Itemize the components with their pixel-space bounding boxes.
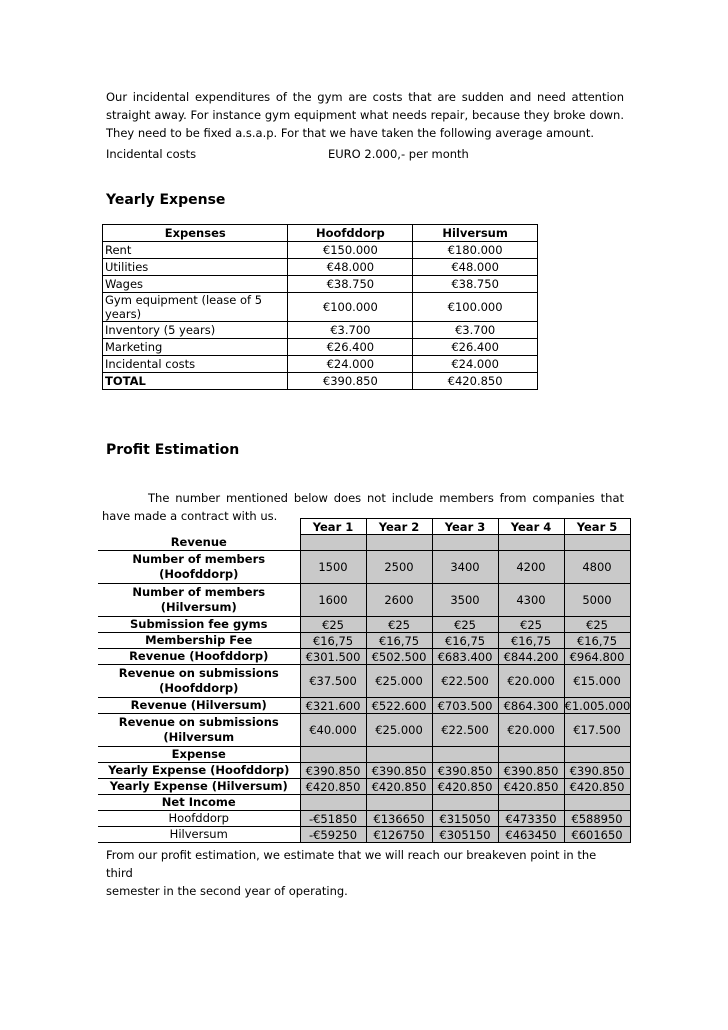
profit-row-label: Yearly Expense (Hilversum) — [98, 779, 300, 795]
profit-estimation-table — [98, 518, 631, 843]
profit-cell-year-4: €463450 — [498, 827, 564, 843]
profit-row — [98, 584, 630, 617]
profit-header-row — [98, 519, 630, 535]
intro-line-2: away. For instance gym equipment what needs repair, because they broke down. They need to — [106, 108, 624, 140]
profit-cell-year-2: €25.000 — [366, 665, 432, 698]
profit-row — [98, 535, 630, 551]
profit-cell-year-2: €25 — [366, 617, 432, 633]
profit-cell-year-3 — [432, 795, 498, 811]
profit-cell-year-2: €390.850 — [366, 763, 432, 779]
profit-row-label: Expense — [98, 747, 300, 763]
profit-cell-year-4: €25 — [498, 617, 564, 633]
profit-cell-year-2 — [366, 747, 432, 763]
profit-cell-year-1 — [300, 747, 366, 763]
profit-row — [98, 763, 630, 779]
profit-cell-year-4: €420.850 — [498, 779, 564, 795]
profit-cell-year-5: €964.800 — [564, 649, 630, 665]
profit-cell-year-3: €22.500 — [432, 714, 498, 747]
profit-cell-year-2: 2500 — [366, 551, 432, 584]
profit-cell-year-1: €40.000 — [300, 714, 366, 747]
yearly-cell-hilversum: €26.400 — [413, 339, 538, 356]
profit-header-year-5: Year 5 — [564, 519, 630, 535]
profit-header-year-3: Year 3 — [432, 519, 498, 535]
profit-cell-year-5: €17.500 — [564, 714, 630, 747]
profit-row-label: Yearly Expense (Hoofddorp) — [98, 763, 300, 779]
yearly-row — [103, 339, 538, 356]
yearly-cell-label: TOTAL — [103, 373, 288, 390]
profit-cell-year-2 — [366, 795, 432, 811]
incidental-value: EURO 2.000,- per month — [328, 147, 469, 161]
conclusion-line-1: From our profit estimation, we estimate that we will reach our breakeven point in the third — [106, 848, 597, 880]
profit-cell-year-4: €864.300 — [498, 698, 564, 714]
yearly-cell-hilversum: €180.000 — [413, 242, 538, 259]
profit-cell-year-5: €16,75 — [564, 633, 630, 649]
intro-line-1: Our incidental expenditures of the gym are costs that are sudden and need attention straight — [106, 90, 624, 122]
incidental-label: Incidental costs — [106, 147, 197, 161]
profit-cell-year-1: €16,75 — [300, 633, 366, 649]
yearly-cell-label: Wages — [103, 276, 288, 293]
profit-cell-year-2 — [366, 535, 432, 551]
yearly-header-row — [103, 225, 538, 242]
profit-cell-year-2: €25.000 — [366, 714, 432, 747]
yearly-expense-table — [102, 224, 538, 390]
profit-cell-year-4: 4300 — [498, 584, 564, 617]
profit-row — [98, 698, 630, 714]
yearly-cell-label: Marketing — [103, 339, 288, 356]
yearly-cell-hoofddorp: €38.750 — [288, 276, 413, 293]
profit-cell-year-3: €22.500 — [432, 665, 498, 698]
profit-cell-year-3: 3500 — [432, 584, 498, 617]
profit-row — [98, 633, 630, 649]
profit-cell-year-1: €390.850 — [300, 763, 366, 779]
profit-cell-year-2: €522.600 — [366, 698, 432, 714]
profit-row-label: Revenue (Hoofddorp) — [98, 649, 300, 665]
profit-cell-year-1: -€51850 — [300, 811, 366, 827]
profit-cell-year-5 — [564, 747, 630, 763]
profit-header-year-4: Year 4 — [498, 519, 564, 535]
profit-cell-year-1: €301.500 — [300, 649, 366, 665]
profit-cell-year-3 — [432, 535, 498, 551]
profit-row — [98, 617, 630, 633]
conclusion-line-2: semester in the second year of operating. — [106, 884, 348, 898]
profit-cell-year-2: €502.500 — [366, 649, 432, 665]
profit-cell-year-4 — [498, 795, 564, 811]
profit-row-label: Membership Fee — [98, 633, 300, 649]
profit-cell-year-5: 4800 — [564, 551, 630, 584]
profit-cell-year-1: €321.600 — [300, 698, 366, 714]
profit-cell-year-1: 1500 — [300, 551, 366, 584]
profit-header-blank — [98, 519, 300, 535]
yearly-row — [103, 259, 538, 276]
profit-cell-year-3 — [432, 747, 498, 763]
profit-row-label: Hoofddorp — [98, 811, 300, 827]
yearly-cell-hilversum: €420.850 — [413, 373, 538, 390]
yearly-cell-hoofddorp: €100.000 — [288, 293, 413, 322]
profit-cell-year-1: -€59250 — [300, 827, 366, 843]
profit-cell-year-5: €420.850 — [564, 779, 630, 795]
profit-cell-year-3: €25 — [432, 617, 498, 633]
profit-row-label: Revenue (Hilversum) — [98, 698, 300, 714]
yearly-header-expenses: Expenses — [103, 225, 288, 242]
profit-cell-year-3: €390.850 — [432, 763, 498, 779]
profit-cell-year-3: €683.400 — [432, 649, 498, 665]
intro-line-3: be fixed a.s.a.p. For that we have taken the following average amount. — [185, 126, 594, 140]
profit-cell-year-3: 3400 — [432, 551, 498, 584]
yearly-cell-hilversum: €38.750 — [413, 276, 538, 293]
profit-cell-year-4 — [498, 747, 564, 763]
profit-cell-year-5: €390.850 — [564, 763, 630, 779]
profit-cell-year-3: €305150 — [432, 827, 498, 843]
yearly-row — [103, 276, 538, 293]
profit-row-label: Net Income — [98, 795, 300, 811]
profit-row-label: Revenue on submissions (Hilversum — [98, 714, 300, 747]
profit-row — [98, 811, 630, 827]
yearly-cell-hoofddorp: €48.000 — [288, 259, 413, 276]
profit-cell-year-4: €20.000 — [498, 665, 564, 698]
yearly-cell-label: Inventory (5 years) — [103, 322, 288, 339]
yearly-cell-hoofddorp: €3.700 — [288, 322, 413, 339]
yearly-cell-hilversum: €24.000 — [413, 356, 538, 373]
incidental-costs-line — [106, 147, 469, 161]
intro-paragraph — [106, 88, 624, 142]
profit-cell-year-4: €20.000 — [498, 714, 564, 747]
profit-header-year-1: Year 1 — [300, 519, 366, 535]
profit-note-line-2: made a contract with us. — [133, 509, 278, 523]
profit-cell-year-5: €25 — [564, 617, 630, 633]
profit-cell-year-5: €601650 — [564, 827, 630, 843]
profit-cell-year-2: €126750 — [366, 827, 432, 843]
profit-row — [98, 649, 630, 665]
profit-row-label: Number of members (Hoofddorp) — [98, 551, 300, 584]
profit-cell-year-1: 1600 — [300, 584, 366, 617]
yearly-cell-label: Gym equipment (lease of 5 years) — [103, 293, 288, 322]
profit-cell-year-5: €588950 — [564, 811, 630, 827]
conclusion-paragraph — [106, 846, 626, 900]
profit-cell-year-3: €315050 — [432, 811, 498, 827]
profit-cell-year-4: 4200 — [498, 551, 564, 584]
profit-cell-year-4: €473350 — [498, 811, 564, 827]
yearly-cell-hoofddorp: €26.400 — [288, 339, 413, 356]
yearly-row — [103, 242, 538, 259]
yearly-row — [103, 356, 538, 373]
yearly-header-hoofddorp: Hoofddorp — [288, 225, 413, 242]
profit-cell-year-5 — [564, 795, 630, 811]
profit-cell-year-2: 2600 — [366, 584, 432, 617]
profit-cell-year-5: 5000 — [564, 584, 630, 617]
profit-cell-year-5 — [564, 535, 630, 551]
profit-cell-year-1 — [300, 795, 366, 811]
yearly-row — [103, 322, 538, 339]
profit-row-label: Number of members (Hilversum) — [98, 584, 300, 617]
profit-cell-year-3: €703.500 — [432, 698, 498, 714]
yearly-cell-label: Rent — [103, 242, 288, 259]
profit-cell-year-4 — [498, 535, 564, 551]
profit-cell-year-1: €37.500 — [300, 665, 366, 698]
profit-row-label: Revenue on submissions (Hoofddorp) — [98, 665, 300, 698]
profit-row — [98, 795, 630, 811]
profit-cell-year-3: €420.850 — [432, 779, 498, 795]
yearly-cell-hilversum: €100.000 — [413, 293, 538, 322]
yearly-cell-hilversum: €48.000 — [413, 259, 538, 276]
profit-cell-year-4: €844.200 — [498, 649, 564, 665]
profit-row — [98, 551, 630, 584]
profit-row — [98, 665, 630, 698]
profit-cell-year-1: €420.850 — [300, 779, 366, 795]
profit-cell-year-4: €390.850 — [498, 763, 564, 779]
yearly-cell-hoofddorp: €150.000 — [288, 242, 413, 259]
profit-row — [98, 747, 630, 763]
profit-cell-year-2: €16,75 — [366, 633, 432, 649]
yearly-header-hilversum: Hilversum — [413, 225, 538, 242]
profit-cell-year-5: €1.005.000 — [564, 698, 631, 713]
profit-note-line-1: The number mentioned below does not include members from companies that have — [102, 491, 624, 523]
profit-row — [98, 714, 630, 747]
profit-cell-year-4: €16,75 — [498, 633, 564, 649]
profit-cell-year-3: €16,75 — [432, 633, 498, 649]
yearly-cell-hoofddorp: €390.850 — [288, 373, 413, 390]
profit-row — [98, 827, 630, 843]
yearly-cell-hilversum: €3.700 — [413, 322, 538, 339]
profit-cell-year-1 — [300, 535, 366, 551]
profit-estimation-heading: Profit Estimation — [106, 442, 240, 458]
profit-row — [98, 779, 630, 795]
profit-cell-year-1: €25 — [300, 617, 366, 633]
profit-row-label: Revenue — [98, 535, 300, 551]
profit-row-label: Hilversum — [98, 827, 300, 843]
yearly-cell-hoofddorp: €24.000 — [288, 356, 413, 373]
profit-header-year-2: Year 2 — [366, 519, 432, 535]
yearly-cell-label: Utilities — [103, 259, 288, 276]
profit-cell-year-2: €136650 — [366, 811, 432, 827]
profit-row-label: Submission fee gyms — [98, 617, 300, 633]
yearly-cell-label: Incidental costs — [103, 356, 288, 373]
yearly-row — [103, 293, 538, 322]
yearly-expense-heading: Yearly Expense — [106, 192, 226, 208]
profit-cell-year-2: €420.850 — [366, 779, 432, 795]
profit-cell-year-5: €15.000 — [564, 665, 630, 698]
yearly-row — [103, 373, 538, 390]
